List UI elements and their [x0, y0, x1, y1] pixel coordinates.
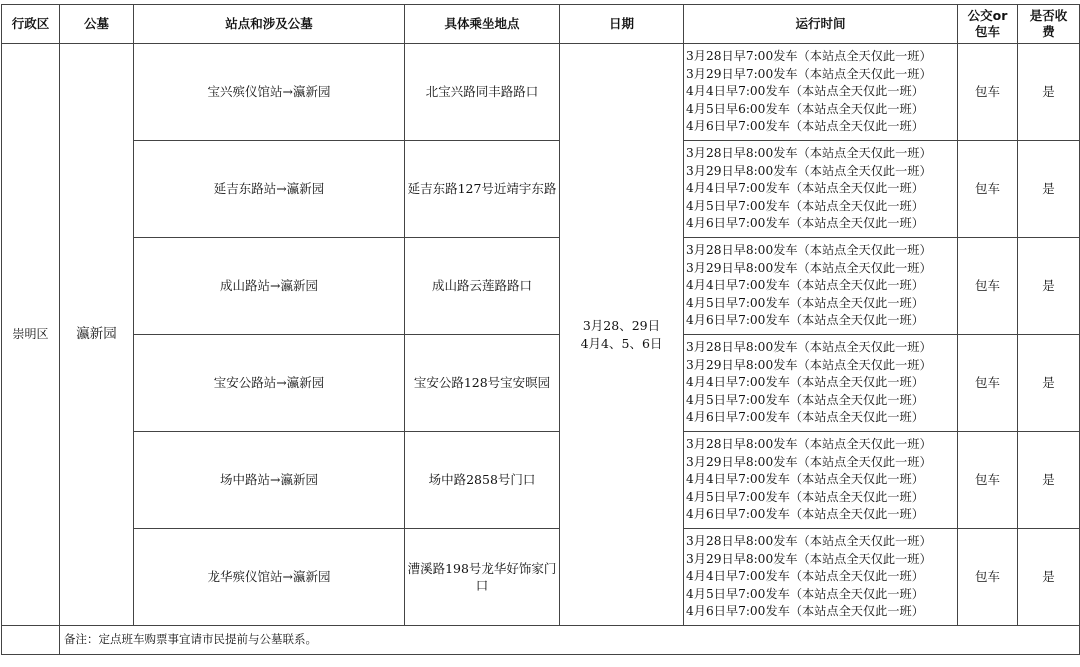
- table-row: [2, 44, 1080, 141]
- note-row: [2, 626, 1080, 655]
- schedule-line: 4月5日早6:00发车（本站点全天仅此一班）: [686, 101, 924, 116]
- header-district: 行政区: [2, 5, 60, 44]
- schedule-line: 4月5日早7:00发车（本站点全天仅此一班）: [686, 198, 924, 213]
- header-fee-line2: 费: [1042, 24, 1055, 39]
- fee-cell: 是: [1018, 335, 1080, 432]
- schedule-line: 3月29日早8:00发车（本站点全天仅此一班）: [686, 357, 932, 372]
- table-row: [2, 432, 1080, 529]
- schedule-cell: [684, 141, 958, 238]
- header-cemetery: 公墓: [60, 5, 134, 44]
- schedule-line: 4月5日早7:00发车（本站点全天仅此一班）: [686, 489, 924, 504]
- table-row: [2, 141, 1080, 238]
- schedule-line: 3月29日早7:00发车（本站点全天仅此一班）: [686, 66, 932, 81]
- fee-cell: 是: [1018, 141, 1080, 238]
- fee-cell: 是: [1018, 529, 1080, 626]
- schedule-line: 3月28日早8:00发车（本站点全天仅此一班）: [686, 340, 932, 355]
- header-location: 具体乘坐地点: [405, 5, 560, 44]
- schedule-cell: [684, 529, 958, 626]
- schedule-line: 4月4日早7:00发车（本站点全天仅此一班）: [686, 375, 924, 390]
- schedule-cell: [684, 432, 958, 529]
- date-line-2: 4月4、5、6日: [580, 335, 663, 351]
- schedule-line: 4月6日早7:00发车（本站点全天仅此一班）: [686, 604, 924, 619]
- schedule-line: 3月29日早8:00发车（本站点全天仅此一班）: [686, 551, 932, 566]
- station-cell: 成山路站→瀛新园: [134, 238, 405, 335]
- note-empty-cell: [2, 626, 60, 655]
- schedule-line: 4月5日早7:00发车（本站点全天仅此一班）: [686, 586, 924, 601]
- header-row: [2, 5, 1080, 44]
- location-cell: 延吉东路127号近靖宇东路: [405, 141, 560, 238]
- schedule-line: 4月4日早7:00发车（本站点全天仅此一班）: [686, 181, 924, 196]
- station-cell: 场中路站→瀛新园: [134, 432, 405, 529]
- bus-type-cell: 包车: [958, 432, 1018, 529]
- table-row: [2, 335, 1080, 432]
- header-fee-line1: 是否收: [1029, 8, 1068, 23]
- station-cell: 龙华殡仪馆站→瀛新园: [134, 529, 405, 626]
- bus-type-cell: 包车: [958, 529, 1018, 626]
- location-cell: 北宝兴路同丰路路口: [405, 44, 560, 141]
- schedule-line: 4月6日早7:00发车（本站点全天仅此一班）: [686, 410, 924, 425]
- district-cell: 崇明区: [2, 44, 60, 626]
- station-cell: 宝安公路站→瀛新园: [134, 335, 405, 432]
- schedule-line: 3月28日早8:00发车（本站点全天仅此一班）: [686, 146, 932, 161]
- fee-cell: 是: [1018, 238, 1080, 335]
- schedule-line: 3月28日早8:00发车（本站点全天仅此一班）: [686, 437, 932, 452]
- schedule-line: 4月6日早7:00发车（本站点全天仅此一班）: [686, 119, 924, 134]
- schedule-line: 4月4日早7:00发车（本站点全天仅此一班）: [686, 569, 924, 584]
- header-schedule: 运行时间: [684, 5, 958, 44]
- location-cell: 漕溪路198号龙华好饰家门口: [405, 529, 560, 626]
- schedule-line: 4月4日早7:00发车（本站点全天仅此一班）: [686, 84, 924, 99]
- schedule-line: 4月5日早7:00发车（本站点全天仅此一班）: [686, 295, 924, 310]
- bus-type-cell: 包车: [958, 141, 1018, 238]
- schedule-line: 3月28日早8:00发车（本站点全天仅此一班）: [686, 243, 932, 258]
- header-fee: [1018, 5, 1080, 44]
- schedule-line: 4月6日早7:00发车（本站点全天仅此一班）: [686, 507, 924, 522]
- schedule-line: 4月6日早7:00发车（本站点全天仅此一班）: [686, 216, 924, 231]
- station-cell: 宝兴殡仪馆站→瀛新园: [134, 44, 405, 141]
- header-bus-type-line2: 包车: [974, 24, 1000, 39]
- cemetery-cell: 瀛新园: [60, 44, 134, 626]
- bus-type-cell: 包车: [958, 44, 1018, 141]
- location-cell: 场中路2858号门口: [405, 432, 560, 529]
- bus-type-cell: 包车: [958, 335, 1018, 432]
- schedule-line: 4月4日早7:00发车（本站点全天仅此一班）: [686, 472, 924, 487]
- note-text: 备注：定点班车购票事宜请市民提前与公墓联系。: [60, 626, 1080, 655]
- fee-cell: 是: [1018, 432, 1080, 529]
- schedule-line: 4月4日早7:00发车（本站点全天仅此一班）: [686, 278, 924, 293]
- schedule-line: 3月28日早8:00发车（本站点全天仅此一班）: [686, 534, 932, 549]
- schedule-line: 4月6日早7:00发车（本站点全天仅此一班）: [686, 313, 924, 328]
- location-cell: 宝安公路128号宝安暝园: [405, 335, 560, 432]
- schedule-line: 3月29日早8:00发车（本站点全天仅此一班）: [686, 163, 932, 178]
- header-bus-type-line1: 公交or: [967, 8, 1008, 23]
- schedule-cell: [684, 44, 958, 141]
- date-cell: [560, 44, 684, 626]
- bus-type-cell: 包车: [958, 238, 1018, 335]
- header-bus-type: [958, 5, 1018, 44]
- schedule-line: 3月29日早8:00发车（本站点全天仅此一班）: [686, 260, 932, 275]
- schedule-cell: [684, 238, 958, 335]
- schedule-line: 3月29日早8:00发车（本站点全天仅此一班）: [686, 454, 932, 469]
- location-cell: 成山路云莲路路口: [405, 238, 560, 335]
- header-date: 日期: [560, 5, 684, 44]
- fee-cell: 是: [1018, 44, 1080, 141]
- table-row: [2, 238, 1080, 335]
- schedule-line: 4月5日早7:00发车（本站点全天仅此一班）: [686, 392, 924, 407]
- shuttle-schedule-table: [1, 4, 1080, 655]
- header-station: 站点和涉及公墓: [134, 5, 405, 44]
- date-line-1: 3月28、29日: [582, 318, 661, 333]
- station-cell: 延吉东路站→瀛新园: [134, 141, 405, 238]
- schedule-cell: [684, 335, 958, 432]
- table-row: [2, 529, 1080, 626]
- schedule-line: 3月28日早7:00发车（本站点全天仅此一班）: [686, 49, 932, 64]
